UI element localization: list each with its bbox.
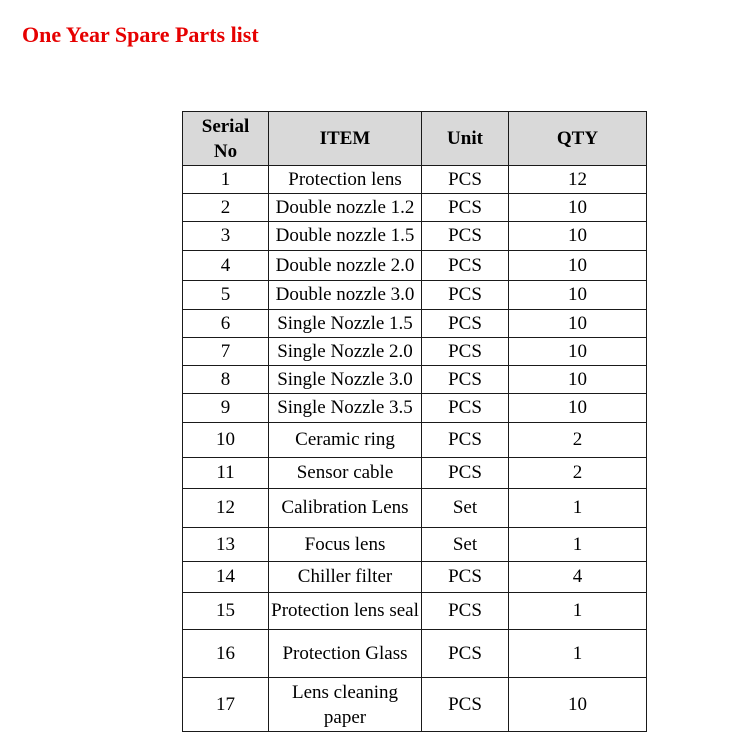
- qty-cell: 1: [509, 630, 647, 678]
- item-cell: Single Nozzle 1.5: [269, 310, 422, 338]
- qty-cell: 10: [509, 678, 647, 732]
- qty-cell: 10: [509, 281, 647, 310]
- item-cell: Double nozzle 1.5: [269, 222, 422, 251]
- serial-cell: 7: [183, 338, 269, 366]
- unit-cell: PCS: [422, 338, 509, 366]
- table-row: [183, 310, 647, 338]
- unit-cell: PCS: [422, 281, 509, 310]
- serial-cell: 17: [183, 678, 269, 732]
- table-row: [183, 394, 647, 423]
- serial-cell: 14: [183, 562, 269, 593]
- item-cell: Single Nozzle 3.5: [269, 394, 422, 423]
- qty-cell: 1: [509, 528, 647, 562]
- qty-cell: 2: [509, 458, 647, 489]
- unit-cell: PCS: [422, 630, 509, 678]
- serial-cell: 5: [183, 281, 269, 310]
- serial-cell: 12: [183, 489, 269, 528]
- unit-cell: PCS: [422, 423, 509, 458]
- item-cell: Protection Glass: [269, 630, 422, 678]
- item-cell: Double nozzle 2.0: [269, 251, 422, 281]
- table-row: [183, 593, 647, 630]
- unit-cell: PCS: [422, 310, 509, 338]
- serial-cell: 8: [183, 366, 269, 394]
- qty-cell: 10: [509, 310, 647, 338]
- unit-cell: PCS: [422, 366, 509, 394]
- qty-cell: 2: [509, 423, 647, 458]
- item-cell: Calibration Lens: [269, 489, 422, 528]
- item-cell: Double nozzle 1.2: [269, 194, 422, 222]
- unit-cell: PCS: [422, 458, 509, 489]
- table-row: [183, 562, 647, 593]
- table-row: [183, 166, 647, 194]
- header-unit: Unit: [422, 112, 509, 166]
- table-row: [183, 194, 647, 222]
- qty-cell: 10: [509, 394, 647, 423]
- serial-cell: 13: [183, 528, 269, 562]
- serial-cell: 10: [183, 423, 269, 458]
- table-row: [183, 222, 647, 251]
- table-row: [183, 338, 647, 366]
- header-qty: QTY: [509, 112, 647, 166]
- item-cell: Chiller filter: [269, 562, 422, 593]
- unit-cell: PCS: [422, 593, 509, 630]
- item-cell: Sensor cable: [269, 458, 422, 489]
- item-cell: Single Nozzle 2.0: [269, 338, 422, 366]
- qty-cell: 10: [509, 251, 647, 281]
- qty-cell: 10: [509, 194, 647, 222]
- table-row: [183, 366, 647, 394]
- item-cell: Protection lens: [269, 166, 422, 194]
- serial-cell: 16: [183, 630, 269, 678]
- header-item: ITEM: [269, 112, 422, 166]
- item-cell: Protection lens seal: [269, 593, 422, 630]
- serial-cell: 3: [183, 222, 269, 251]
- table-row: [183, 528, 647, 562]
- qty-cell: 1: [509, 593, 647, 630]
- item-cell: Single Nozzle 3.0: [269, 366, 422, 394]
- unit-cell: Set: [422, 489, 509, 528]
- unit-cell: PCS: [422, 678, 509, 732]
- item-cell: [269, 678, 422, 732]
- serial-cell: 15: [183, 593, 269, 630]
- unit-cell: PCS: [422, 251, 509, 281]
- qty-cell: 12: [509, 166, 647, 194]
- item-cell: Ceramic ring: [269, 423, 422, 458]
- unit-cell: PCS: [422, 394, 509, 423]
- qty-cell: 10: [509, 366, 647, 394]
- item-cell: Focus lens: [269, 528, 422, 562]
- table-row: [183, 423, 647, 458]
- table-row: [183, 251, 647, 281]
- serial-cell: 9: [183, 394, 269, 423]
- serial-cell: 2: [183, 194, 269, 222]
- table-row: [183, 281, 647, 310]
- unit-cell: PCS: [422, 194, 509, 222]
- table-row: [183, 489, 647, 528]
- item-cell: Double nozzle 3.0: [269, 281, 422, 310]
- item-cell-text: Lens cleaning paper: [291, 681, 399, 728]
- page-title: One Year Spare Parts list: [22, 22, 259, 47]
- qty-cell: 4: [509, 562, 647, 593]
- qty-cell: 10: [509, 338, 647, 366]
- qty-cell: 1: [509, 489, 647, 528]
- unit-cell: Set: [422, 528, 509, 562]
- header-serial-label: Serial No: [201, 115, 250, 162]
- spare-parts-table: [182, 111, 647, 732]
- serial-cell: 4: [183, 251, 269, 281]
- table-row: [183, 630, 647, 678]
- unit-cell: PCS: [422, 222, 509, 251]
- unit-cell: PCS: [422, 166, 509, 194]
- header-serial: [183, 112, 269, 166]
- table-header-row: [183, 112, 647, 166]
- serial-cell: 11: [183, 458, 269, 489]
- unit-cell: PCS: [422, 562, 509, 593]
- serial-cell: 1: [183, 166, 269, 194]
- qty-cell: 10: [509, 222, 647, 251]
- table-row: [183, 458, 647, 489]
- table-row: [183, 678, 647, 732]
- serial-cell: 6: [183, 310, 269, 338]
